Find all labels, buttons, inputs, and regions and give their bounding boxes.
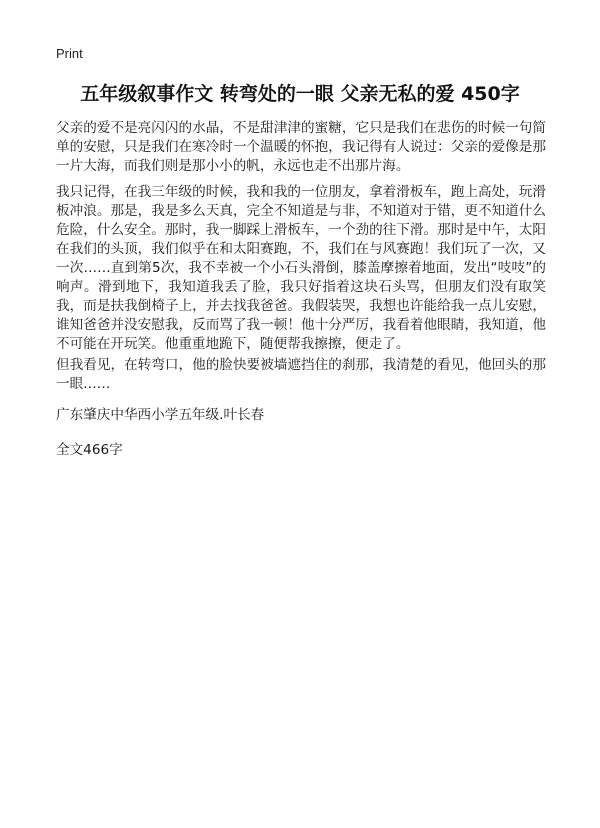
article-paragraph-1: 父亲的爱不是亮闪闪的水晶，不是甜津津的蜜糖，它只是我们在悲伤的时候一句简单的安慰，只是我们在寒冷时一个温暖的怀抱，我记得有人说过：父亲的爱像是那一片大海，而我们则是那小小的帆，永远也走不出那片海。 — [56, 120, 546, 174]
article-paragraph-2: 我只记得，在我三年级的时候，我和我的一位朋友，拿着滑板车，跑上高处，玩滑板冲浪。那是，我是多么天真，完全不知道是与非，不知道对于错，更不知道什么危险，什么安全。那时，我一脚踩上滑板车，一个劲的往下滑。那时是中午，太阳在我们的头顶，我们似乎在和太阳赛跑，不，我们在与风赛跑！我们玩了一次，又一次……直到第5次，我不幸被一个小石头滑倒，膝盖摩擦着地面，发出“吱吱”的响声。滑到地下，我知道我丢了脸，我只好指着这块石头骂，但朋友们没有取笑我，而是扶我倒椅子上，并去找我爸爸。我假装哭，我想也许能给我一点儿安慰，谁知爸爸并没安慰我，反而骂了我一顿！他十分严厉，我看着他眼睛，我知道，他不可能在开玩笑。他重重地跪下，随便帮我擦擦，便走了。 — [56, 184, 546, 352]
print-link[interactable]: Print — [56, 46, 83, 61]
word-count: 全文466字 — [56, 442, 123, 458]
article-paragraph-3: 但我看见，在转弯口，他的脸快要被墙遮挡住的刹那，我清楚的看见，他回头的那一眼…… — [56, 357, 546, 392]
article-title: 五年级叙事作文 转弯处的一眼 父亲无私的爱 450字 — [80, 83, 520, 105]
author-line: 广东肇庆中华西小学五年级.叶长春 — [56, 407, 265, 423]
